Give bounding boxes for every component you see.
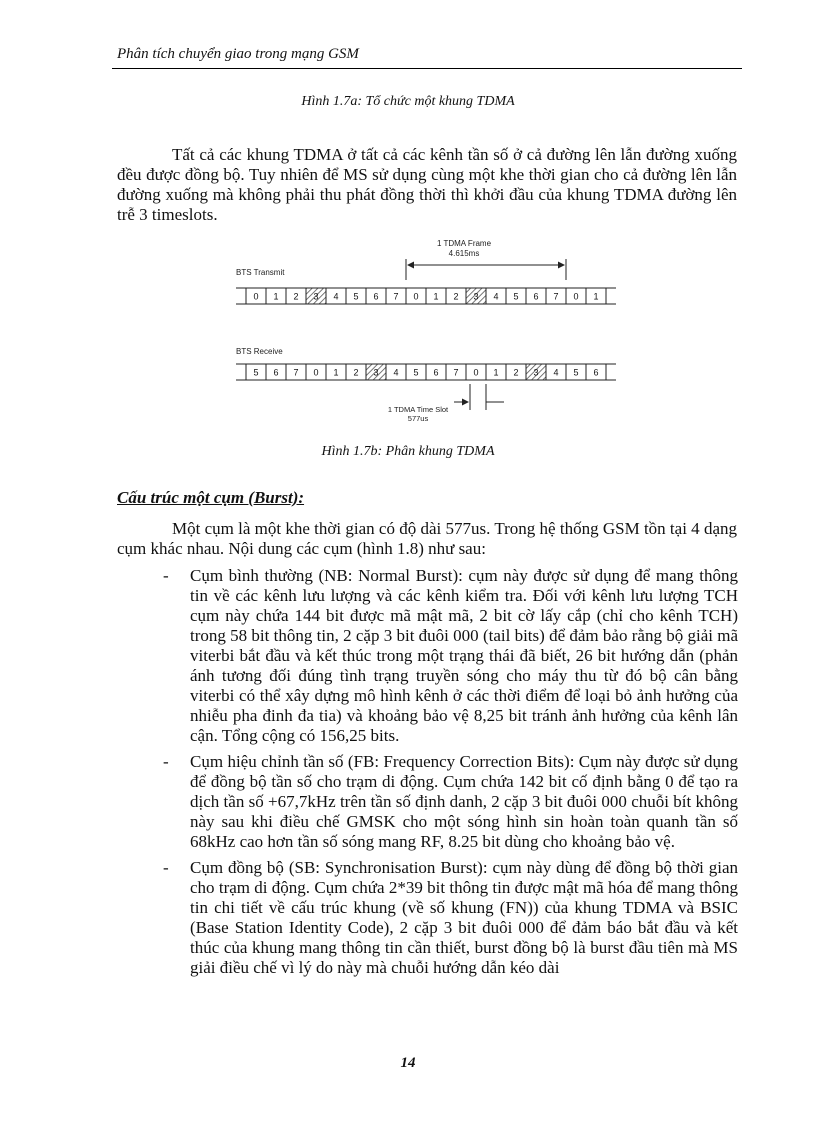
- receive-timeslot-number-15: 4: [553, 367, 559, 378]
- transmit-timeslot-number-10: 2: [453, 291, 459, 302]
- transmit-timeslot-number-7: 7: [393, 291, 399, 302]
- transmit-timeslot-number-9: 1: [433, 291, 439, 302]
- receive-timeslot-number-14: 3: [533, 367, 539, 378]
- transmit-timeslot-number-13: 5: [513, 291, 519, 302]
- transmit-timeslot-number-4: 4: [333, 291, 339, 302]
- bts-receive-timeslot-row: [236, 364, 616, 380]
- transmit-timeslot-number-15: 7: [553, 291, 559, 302]
- list-item: [163, 752, 738, 852]
- receive-timeslot-number-7: 4: [393, 367, 399, 378]
- receive-timeslot-number-5: 2: [353, 367, 359, 378]
- bts-receive-label: BTS Receive: [236, 347, 283, 356]
- transmit-timeslot-number-3: 3: [313, 291, 319, 302]
- figure-1-7a-caption: Hình 1.7a: Tổ chức một khung TDMA: [301, 94, 515, 109]
- transmit-timeslot-number-8: 0: [413, 291, 419, 302]
- receive-timeslot-number-0: 5: [253, 367, 259, 378]
- list-item: [163, 566, 738, 746]
- transmit-timeslot-number-12: 4: [493, 291, 499, 302]
- list-item: [163, 858, 738, 978]
- receive-timeslot-number-12: 1: [493, 367, 499, 378]
- receive-timeslot-number-11: 0: [473, 367, 479, 378]
- bullet-text: Cụm bình thường (NB: Normal Burst): cụm này được sử dụng để mang thông tin về các kênh lưu lượng và các kênh kiểm tra. Đối với kênh lưu lượng TCH cụm này chứa 144 bit được mã mật mã, 2 bit cờ lấy cắp (chỉ cho kênh TCH) trong 58 bit thông tin, 2 cặp 3 bit đuôi 000 (tail bits) để đảm bảo rằng bộ giải mã viterbi bắt đầu và kết thúc trong một trạng thái đã biết, 26 bit hướng dẫn (phản ánh tương đối đúng tình trạng truyền sóng cho máy thu từ đó bộ cân bằng viterbi có thể xây dựng mô hình kênh ở các thời điểm để loại bỏ ảnh hưởng của nhiễu pha đinh đa tia) và khoảng bảo vệ 8,25 bit tránh ảnh hưởng của kênh lân cận. Tổng cộng có 156,25 bits.: [190, 566, 738, 745]
- burst-type-list: [163, 566, 738, 984]
- bullet-dash: -: [163, 752, 169, 771]
- receive-timeslot-number-8: 5: [413, 367, 419, 378]
- transmit-timeslot-number-14: 6: [533, 291, 539, 302]
- receive-timeslot-number-4: 1: [333, 367, 339, 378]
- transmit-timeslot-number-2: 2: [293, 291, 299, 302]
- receive-timeslot-number-9: 6: [433, 367, 439, 378]
- transmit-timeslot-number-6: 6: [373, 291, 379, 302]
- transmit-timeslot-number-0: 0: [253, 291, 259, 302]
- bullet-dash: -: [163, 858, 169, 877]
- receive-timeslot-number-10: 7: [453, 367, 459, 378]
- bullet-text: Cụm hiệu chỉnh tần số (FB: Frequency Correction Bits): Cụm này được sử dụng để đồng bộ tần số cho trạm di động. Cụm chứa 142 bit cố định bằng 0 để tạo ra dịch tần số +67,7kHz trên tần số định danh, 2 cặp 3 bit đuôi 000 chuỗi bít không này sau khi điều chế GMSK cho một sóng hình sin hoàn toàn quanh tần số 68kHz cao hơn tần số sóng mang RF, 8.25 bit dùng cho khoảng bảo vệ.: [190, 752, 738, 851]
- transmit-timeslot-number-5: 5: [353, 291, 359, 302]
- transmit-timeslot-number-1: 1: [273, 291, 279, 302]
- transmit-timeslot-number-17: 1: [593, 291, 599, 302]
- receive-timeslot-number-1: 6: [273, 367, 279, 378]
- receive-timeslot-number-6: 3: [373, 367, 379, 378]
- timeslot-label: 1 TDMA Time Slot: [387, 405, 449, 414]
- receive-timeslot-number-3: 0: [313, 367, 319, 378]
- tdma-frame-diagram: [232, 232, 632, 423]
- paragraph-burst-intro: Một cụm là một khe thời gian có độ dài 577us. Trong hệ thống GSM tồn tại 4 dạng cụm khác nhau. Nội dung các cụm (hình 1.8) như sau:: [117, 519, 737, 558]
- timeslot-duration: 577us: [407, 414, 429, 423]
- bts-transmit-label: BTS Transmit: [236, 268, 285, 277]
- running-header: Phân tích chuyển giao trong mạng GSM: [117, 46, 359, 62]
- frame-duration: 4.615ms: [448, 249, 480, 258]
- receive-timeslot-number-2: 7: [293, 367, 299, 378]
- section-title-burst: Cấu trúc một cụm (Burst):: [117, 488, 305, 507]
- bullet-text: Cụm đồng bộ (SB: Synchronisation Burst): cụm này dùng để đồng bộ thời gian cho trạm di động. Cụm chứa 2*39 bit thông tin được mật mã hóa để mang thông tin chi tiết về cấu trúc khung (về số khung (FN)) của khung TDMA và BSIC (Base Station Identity Code), 2 cặp 3 bit đuôi 000 để đảm báo bắt đầu và kết thúc của khung mang thông tin cần thiết, burst đồng bộ là burst đầu tiên mà MS giải điều chế vì lý do này mà chuỗi hướng dẫn kéo dài: [190, 858, 738, 977]
- bts-transmit-timeslot-row: [236, 288, 616, 304]
- transmit-timeslot-number-16: 0: [573, 291, 579, 302]
- figure-1-7b-caption: Hình 1.7b: Phân khung TDMA: [321, 444, 495, 459]
- transmit-timeslot-number-11: 3: [473, 291, 479, 302]
- receive-timeslot-number-17: 6: [593, 367, 599, 378]
- paragraph-tdma-sync: Tất cả các khung TDMA ở tất cả các kênh tần số ở cả đường lên lẫn đường xuống đều được đồng bộ. Tuy nhiên để MS sử dụng cùng một khe thời gian cho cả đường lên lẫn đường xuống mà không phải thu phát đồng thời thì khởi đầu của khung TDMA đường lên trễ 3 timeslots.: [117, 145, 737, 224]
- header-rule: [112, 68, 742, 69]
- page-number: 14: [400, 1055, 416, 1071]
- receive-timeslot-number-13: 2: [513, 367, 519, 378]
- frame-label: 1 TDMA Frame: [436, 239, 492, 248]
- bullet-dash: -: [163, 566, 169, 585]
- receive-timeslot-number-16: 5: [573, 367, 579, 378]
